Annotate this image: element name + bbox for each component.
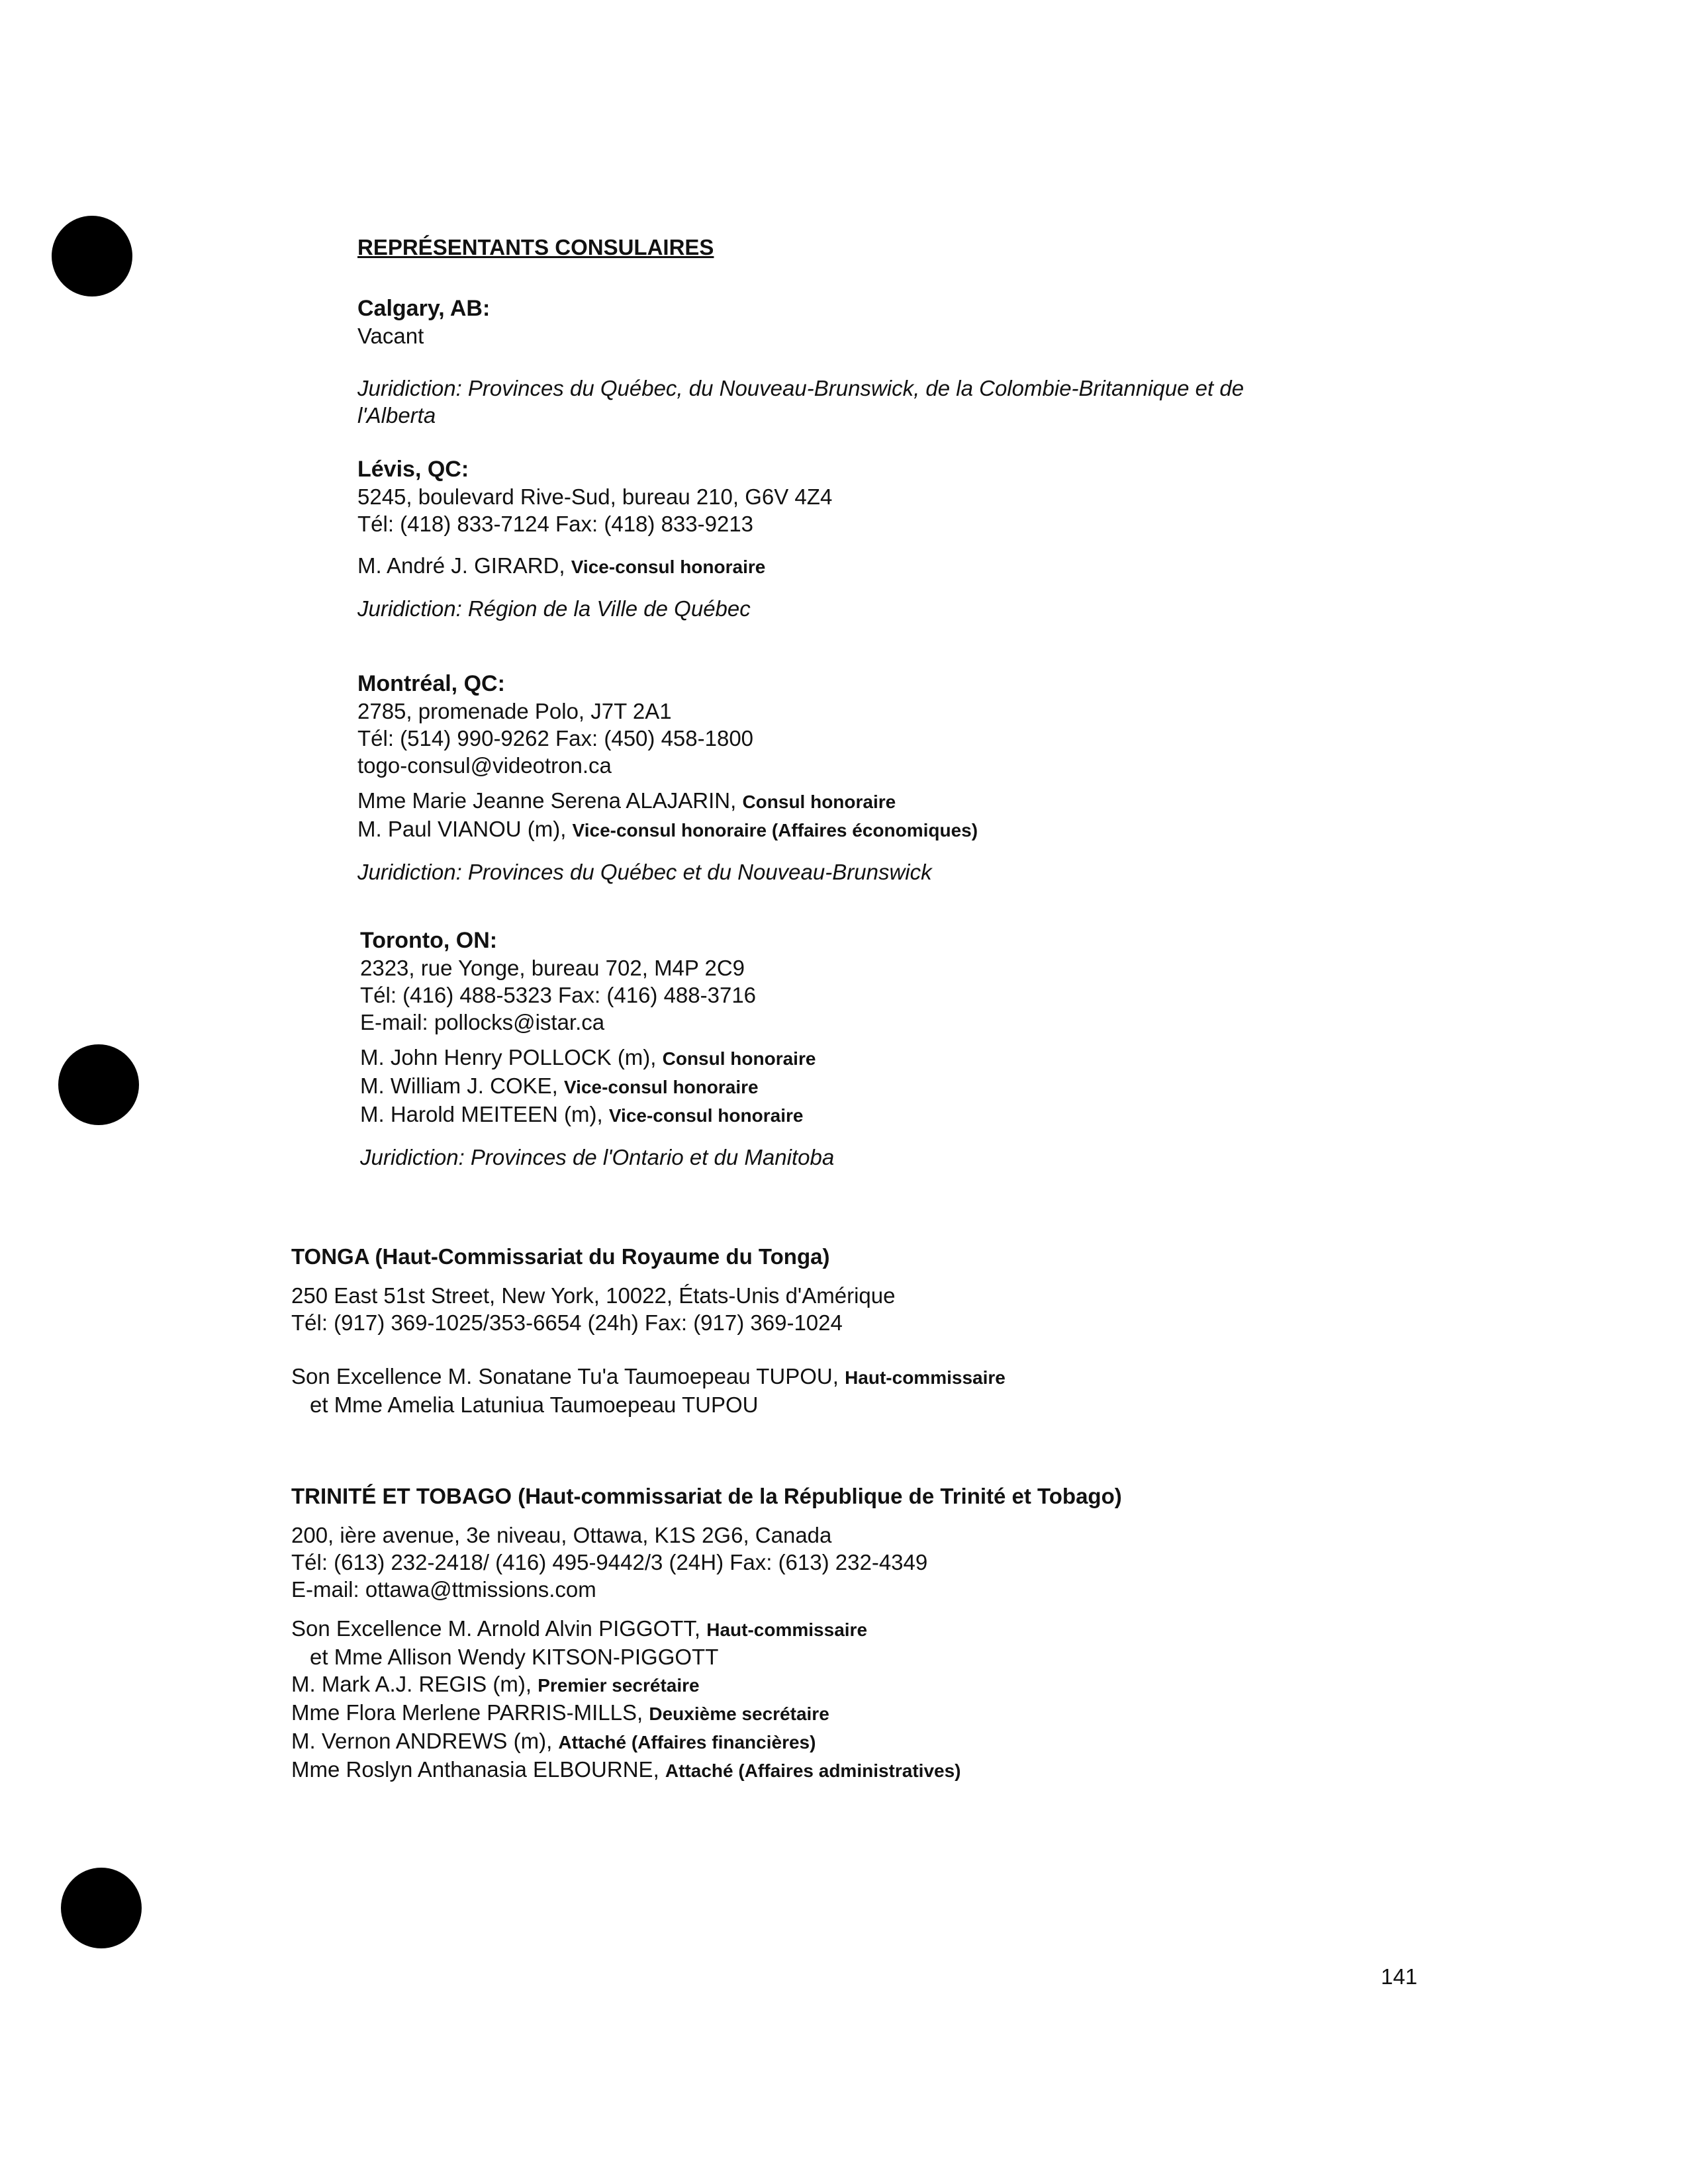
person-row <box>360 1044 834 1072</box>
person-row <box>357 552 832 580</box>
jurisdiction-text: Juridiction: Provinces du Québec, du Nouveau-Brunswick, de la Colombie-Britannique et de <box>357 376 1244 400</box>
person-title: Vice-consul honoraire <box>564 1077 759 1097</box>
email-text: E-mail: ottawa@ttmissions.com <box>291 1577 596 1602</box>
city-heading: Montréal, QC: <box>357 671 505 696</box>
binder-hole-middle <box>58 1044 139 1125</box>
phone-text: Tél: (418) 833-7124 Fax: (418) 833-9213 <box>357 512 754 536</box>
person-row <box>291 1363 1006 1391</box>
phone-text: Tél: (416) 488-5323 Fax: (416) 488-3716 <box>360 983 757 1007</box>
person-title: Vice-consul honoraire <box>608 1105 804 1126</box>
status-text: Vacant <box>357 324 424 348</box>
person-name: M. Mark A.J. REGIS (m), <box>291 1672 532 1696</box>
person-row <box>357 787 978 815</box>
person-title: Premier secrétaire <box>538 1675 700 1696</box>
binder-hole-bottom <box>61 1868 142 1948</box>
city-heading: Toronto, ON: <box>360 928 498 953</box>
person-title: Vice-consul honoraire <box>571 557 766 577</box>
jurisdiction-text: Juridiction: Provinces de l'Ontario et du Manitoba <box>360 1145 835 1169</box>
person-title: Deuxième secrétaire <box>649 1704 829 1724</box>
person-title: Consul honoraire <box>662 1048 816 1069</box>
phone-text: Tél: (917) 369-1025/353-6654 (24h) Fax: (917) 369-1024 <box>291 1310 843 1335</box>
person-title: Consul honoraire <box>742 792 896 812</box>
person-row <box>291 1615 1122 1643</box>
person-name: M. André J. GIRARD, <box>357 553 565 578</box>
person-name: Mme Roslyn Anthanasia ELBOURNE, <box>291 1757 659 1782</box>
city-heading: Calgary, AB: <box>357 296 491 321</box>
jurisdiction-text: Juridiction: Région de la Ville de Québec <box>357 596 751 621</box>
person-row <box>357 815 978 844</box>
person-row <box>291 1756 1122 1784</box>
person-row <box>360 1101 834 1129</box>
trinidad-entry <box>291 1482 1122 1784</box>
person-title: Attaché (Affaires administratives) <box>665 1760 961 1781</box>
jurisdiction-text-cont: l'Alberta <box>357 403 436 428</box>
calgary-entry <box>357 295 1244 429</box>
toronto-entry <box>360 927 834 1171</box>
address-text: 200, ière avenue, 3e niveau, Ottawa, K1S 2G6, Canada <box>291 1523 832 1547</box>
phone-text: Tél: (613) 232-2418/ (416) 495-9442/3 (24H) Fax: (613) 232-4349 <box>291 1550 928 1574</box>
page-number: 141 <box>1381 1964 1418 1989</box>
email-text: E-mail: pollocks@istar.ca <box>360 1010 605 1034</box>
levis-entry <box>357 455 832 622</box>
person-row <box>291 1727 1122 1756</box>
person-name: Son Excellence M. Arnold Alvin PIGGOTT, <box>291 1616 701 1641</box>
person-name: Mme Flora Merlene PARRIS-MILLS, <box>291 1700 643 1725</box>
binder-hole-top <box>52 216 132 296</box>
spouse-text: et Mme Allison Wendy KITSON-PIGGOTT <box>310 1645 719 1669</box>
person-row <box>360 1072 834 1101</box>
tonga-entry <box>291 1243 1006 1418</box>
person-title: Vice-consul honoraire (Affaires économiques) <box>572 820 978 841</box>
person-row <box>291 1699 1122 1727</box>
city-heading: Lévis, QC: <box>357 457 469 482</box>
person-row <box>291 1670 1122 1699</box>
person-name: Mme Marie Jeanne Serena ALAJARIN, <box>357 788 737 813</box>
montreal-entry <box>357 670 978 886</box>
person-name: M. Vernon ANDREWS (m), <box>291 1729 553 1753</box>
section-heading: REPRÉSENTANTS CONSULAIRES <box>357 235 714 259</box>
person-name: M. John Henry POLLOCK (m), <box>360 1045 657 1069</box>
jurisdiction-text: Juridiction: Provinces du Québec et du Nouveau-Brunswick <box>357 860 932 884</box>
address-text: 2323, rue Yonge, bureau 702, M4P 2C9 <box>360 956 745 980</box>
person-name: M. William J. COKE, <box>360 1073 558 1098</box>
country-heading: TRINITÉ ET TOBAGO (Haut-commissariat de la République de Trinité et Tobago) <box>291 1484 1122 1508</box>
address-text: 5245, boulevard Rive-Sud, bureau 210, G6V 4Z4 <box>357 484 833 509</box>
address-text: 250 East 51st Street, New York, 10022, États-Unis d'Amérique <box>291 1283 896 1308</box>
person-title: Haut-commissaire <box>845 1367 1006 1388</box>
country-heading: TONGA (Haut-Commissariat du Royaume du Tonga) <box>291 1244 830 1269</box>
email-text: togo-consul@videotron.ca <box>357 753 612 778</box>
person-name: M. Paul VIANOU (m), <box>357 817 567 841</box>
address-text: 2785, promenade Polo, J7T 2A1 <box>357 699 672 723</box>
phone-text: Tél: (514) 990-9262 Fax: (450) 458-1800 <box>357 726 754 751</box>
person-title: Attaché (Affaires financières) <box>558 1732 816 1752</box>
person-name: Son Excellence M. Sonatane Tu'a Taumoepeau TUPOU, <box>291 1364 839 1388</box>
spouse-text: et Mme Amelia Latuniua Taumoepeau TUPOU <box>310 1392 759 1417</box>
person-name: M. Harold MEITEEN (m), <box>360 1102 603 1126</box>
person-title: Haut-commissaire <box>706 1619 868 1640</box>
